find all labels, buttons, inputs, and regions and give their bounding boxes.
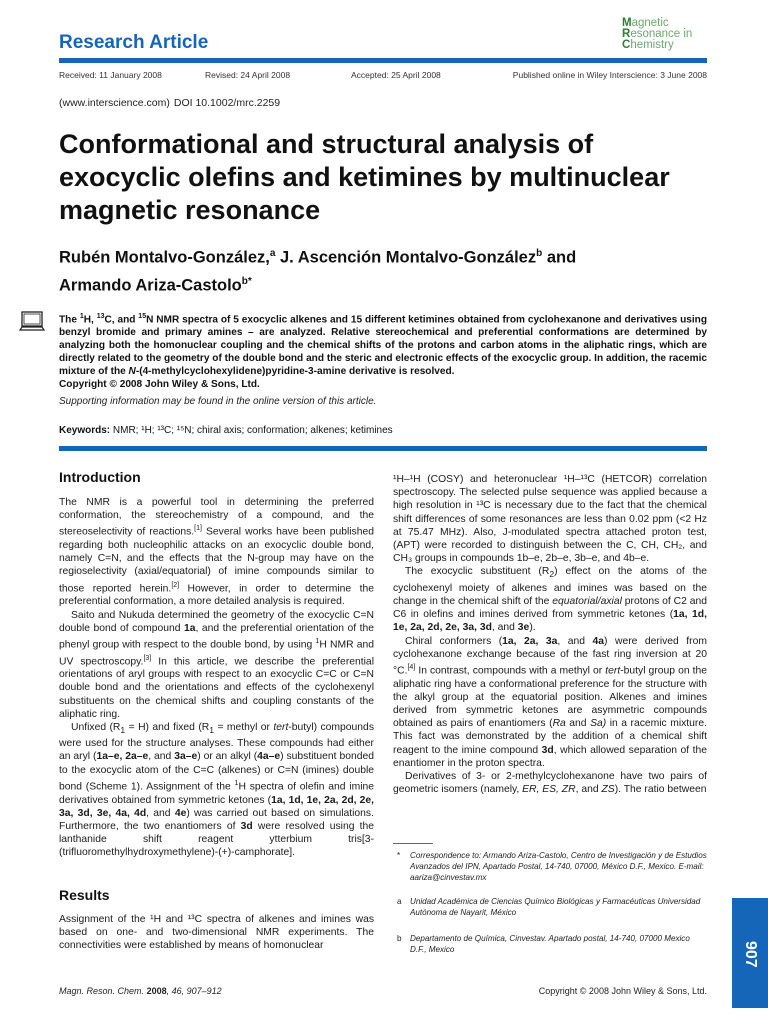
author-affiliation: b bbox=[536, 248, 543, 259]
intro-text: The NMR is a powerful tool in determining the preferred conformation, the stereochemistry of a compound, and the stereoselectivity of reactions.[1] Several works have been published regarding both nucleophilic attacks on an exocyclic double bond, namely C=N, and the effects that the N-group may have on the regioselectivity (axial/equatorial) of imine compounds similar to those reported herein.[2] However, in order to determine the preferential conformation, a more detailed analysis is required. Saito and Nukuda determined the geometry of the exocyclic C=N double bond of compound 1a, and the preferential orientation of the phenyl group with respect to the double bond, by using $^1$H NMR and UV spectroscopy.[3] In this article, we describe the preferential orientations of aryl groups with respect to an exocyclic C=C or C=N double bond and the orientations and effects of the cyclohexenyl substituents on the chemical shifts and coupling constants of the aliphatic ring. Unfixed $(R_1 = H)$ and fixed ($R_1$ = methyl or tert-butyl) compounds were used for the structure analyses. These compounds had either an aryl (1a–e, 2a–e, and 3a–e) or an alkyl (4a–e) substituent bonded to the exocyclic atom of the C=C (alkenes) or C=N (imines) double bond (Scheme 1). Assignment of the $^1$H spectra of olefin and imine derivatives obtained from symmetric ketones (1a, 1d, 1e, 2a, 2d, 2e, 3a, 3d, 3e, 4a, 4d, and 4e) was carried out based on simulations. Furthermore, the two enantiomers of 3d were resolved using the lanthanide shift reagent ytterbium tris[3-(trifluoromethylhydroxymethylene)-(+)-camphorate]. bbox=[59, 497, 375, 859]
author-affiliation: a bbox=[269, 248, 276, 259]
logo-line-3: Chemistry bbox=[622, 39, 674, 51]
author-affiliation: b* bbox=[241, 275, 252, 287]
abstract-rule bbox=[59, 446, 707, 451]
doi-site-link[interactable]: (www.interscience.com) bbox=[59, 97, 170, 109]
right-column-text: ¹H–¹H (COSY) and heteronuclear ¹H–¹³C (HETCOR) correlation spectroscopy. The selected pulse sequence was applied because a high resolution in ¹³C is necessary due to the fact that the chemical shift differences of some resonances are less than 0.02 ppm (<2 Hz at 75.47 MHz). Also, J-modulated spectra attached proton test, (APT) were recorded to distinguish between the C, CH, CH₂, and CH₃ groups in compounds 1b–e, 2b–e, 3b–e, and 4b–e. The exocyclic substituent $(R_2)$ effect on the atoms of the cyclohexenyl moiety of alkenes and imines was based on the change in the chemical shift of the equatorial/axial protons of C2 and C6 in olefins and imines derived from symmetric ketones (1a, 1d, 1e, 2a, 2d, 2e, 3a, 3d, and 3e). Chiral conformers (1a, 2a, 3a, and 4a) were derived from cyclohexanone exchange because of the fast ring inversion at 20 °C.[4] In contrast, compounds with a methyl or tert-butyl group on the aliphatic ring have a conformational preference for the structure with the alkyl group at the equatorial position. Alkenes and imines derived from symmetric ketones are asymmetric compounds obtained as pairs of enantiomers (Ra and Sa) in a racemic mixture. This fact was demonstrated by the addition of a chemical shift reagent to the imine compound 3d, which allowed separation of the enantiomer in the proton spectra. Derivatives of 3- or 2-methylcyclohexanone have two pairs of geometric isomers (namely, ER, ES, ZR, and ZS). The ratio between bbox=[393, 474, 708, 796]
page-number: 907 bbox=[742, 941, 759, 968]
abstract: The $^1$H, $^{13}$C, and $^{15}$N NMR spectra of 5 exocyclic alkenes and 15 different ketimines obtained from cyclohexanone and derivatives using benzyl bromide and primary amines – are analyzed. Relative stereochemical and preferential conformations are determined by analyzing both the homonuclear coupling and the chemical shifts of the protons and carbon atoms in the aliphatic rings, which are directly related to the geometry of the double bond and the steric and electronic effects of the exocyclic group. In addition, the racemic mixture of the N-(4-methylcyclohexylidene)pyridine-3-amine derivative is resolved. Copyright © 2008 John Wiley & Sons, Ltd. bbox=[59, 313, 708, 391]
doi-value: DOI 10.1002/mrc.2259 bbox=[173, 97, 281, 109]
date-revised: Revised: 24 April 2008 bbox=[205, 70, 291, 80]
author-name: Rubén Montalvo-González, bbox=[59, 248, 270, 267]
author-list bbox=[59, 242, 699, 297]
author-name: J. Ascención Montalvo-González bbox=[280, 248, 537, 267]
keywords bbox=[59, 425, 393, 436]
computer-icon bbox=[19, 311, 45, 333]
intro-heading: Introduction bbox=[59, 469, 141, 485]
keywords-label: Keywords: bbox=[59, 425, 111, 436]
footer-citation: Magn. Reson. Chem. 2008, 46, 907–912 bbox=[59, 986, 222, 996]
header-rule bbox=[59, 58, 707, 63]
section-label: Research Article bbox=[59, 32, 209, 53]
logo-line-1: Magnetic bbox=[622, 17, 669, 29]
date-accepted: Accepted: 25 April 2008 bbox=[351, 70, 441, 80]
footnote-affiliation-b: b Departamento de Química, Cinvestav. Apartado postal, 14-740, 07000 Mexico D.F., Mexico bbox=[397, 934, 690, 954]
doi-line bbox=[59, 97, 284, 109]
results-text: Assignment of the ¹H and ¹³C spectra of alkenes and imines was based on one- and two-dimensional NMR experiments. The connectivities were established by means of homonuclear bbox=[59, 914, 374, 952]
journal-logo bbox=[622, 18, 692, 51]
logo-line-2: Resonance in bbox=[622, 28, 693, 40]
footnote-rule bbox=[393, 843, 433, 844]
article-title: Conformational and structural analysis of exocyclic olefins and ketimines by multinuclear magnetic resonance bbox=[59, 129, 670, 225]
footnote-correspondence: * Correspondence to: Armando Ariza-Castolo, Centro de Investigación y de Estudios Avanzados del IPN, Apartado Postal, 14-740, 07000, México D.F., Mexico. E-mail: aariza@cinvestav.mx bbox=[397, 851, 707, 882]
author-connector: and bbox=[546, 248, 577, 267]
keywords-list: NMR; ¹H; ¹³C; ¹⁵N; chiral axis; conformation; alkenes; ketimines bbox=[112, 425, 393, 436]
abstract-copyright: Copyright © 2008 John Wiley & Sons, Ltd. bbox=[59, 379, 260, 391]
footer-copyright: Copyright © 2008 John Wiley & Sons, Ltd. bbox=[538, 986, 707, 996]
date-published: Published online in Wiley Interscience: 3 June 2008 bbox=[512, 70, 707, 80]
author-name: Armando Ariza-Castolo bbox=[59, 276, 242, 294]
footnote-affiliation-a: a Unidad Académica de Ciencias Químico Biológicas y Farmacéuticas Universidad Autónoma de Nayarit, México bbox=[397, 897, 701, 917]
supporting-info: Supporting information may be found in the online version of this article. bbox=[59, 396, 377, 407]
results-heading: Results bbox=[59, 887, 110, 903]
date-received: Received: 11 January 2008 bbox=[59, 70, 162, 80]
